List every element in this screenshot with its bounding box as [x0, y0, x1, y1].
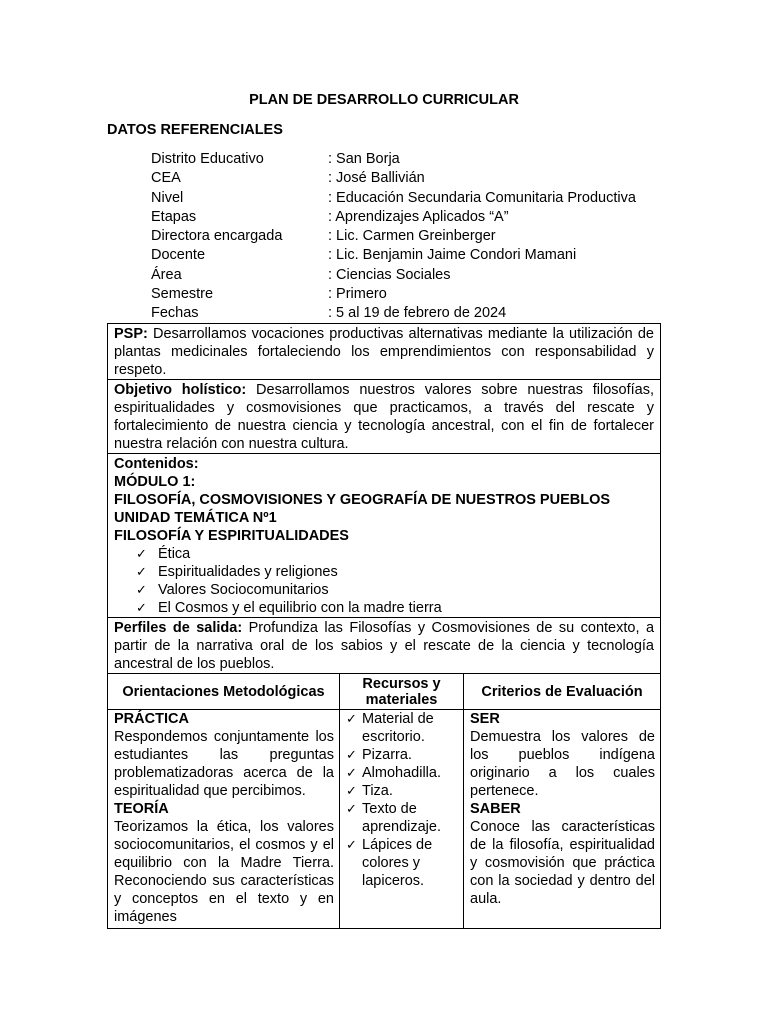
datos-label: Semestre — [151, 286, 214, 303]
datos-value: : José Ballivián — [328, 170, 425, 187]
ser-text: Demuestra los valores de los pueblos indígena originario a los cuales pertenece. — [470, 729, 655, 799]
header-criterios: Criterios de Evaluación — [464, 674, 660, 710]
datos-label: CEA — [151, 170, 181, 187]
check-icon: ✓ — [136, 564, 147, 579]
header-orientaciones: Orientaciones Metodológicas — [108, 674, 339, 710]
list-item — [136, 599, 654, 617]
check-icon: ✓ — [346, 837, 357, 852]
psp-label: PSP: — [114, 326, 148, 342]
perfiles-block — [108, 618, 660, 674]
teoria-label: TEORÍA — [114, 801, 169, 817]
datos-referenciales-table — [151, 150, 636, 324]
list-item-text: El Cosmos y el equilibrio con la madre tierra — [158, 600, 442, 616]
datos-value: : San Borja — [328, 151, 400, 167]
datos-referenciales-heading: DATOS REFERENCIALES — [107, 122, 283, 138]
check-icon: ✓ — [346, 747, 357, 762]
check-icon: ✓ — [346, 765, 357, 780]
check-icon: ✓ — [346, 711, 357, 726]
check-icon: ✓ — [346, 783, 357, 798]
check-icon: ✓ — [136, 546, 147, 561]
list-item — [136, 563, 654, 581]
perfiles-label: Perfiles de salida: — [114, 620, 243, 636]
datos-value: : Ciencias Sociales — [328, 266, 451, 283]
plan-table — [107, 323, 661, 929]
contenidos-block — [108, 454, 660, 618]
datos-row — [151, 227, 636, 246]
ser-label: SER — [470, 711, 500, 727]
methodology-grid — [108, 674, 660, 928]
objetivo-text: Desarrollamos nuestros valores sobre nuestras filosofías, espiritualidades y cosmovisiones que practicamos, a través del rescate y fortalecimiento de nuestra ciencia y tecnología ancestral, con el fin de fortalecer nuestra relación con nuestra cultura. — [114, 382, 654, 452]
list-item — [346, 764, 458, 782]
datos-row — [151, 169, 636, 188]
practica-label: PRÁCTICA — [114, 711, 189, 727]
unidad-label: UNIDAD TEMÁTICA Nº1 — [114, 510, 277, 526]
header-recursos: Recursos y materiales — [339, 674, 464, 710]
modulo-label: MÓDULO 1: — [114, 474, 196, 490]
teoria-text: Teorizamos la ética, los valores sociocomunitarios, el cosmos y el equilibrio con la Madre Tierra. Reconociendo sus características y conceptos en el texto y en imágenes — [114, 819, 334, 925]
list-item — [346, 782, 458, 800]
document-title: PLAN DE DESARROLLO CURRICULAR — [249, 92, 519, 108]
list-item — [136, 545, 654, 563]
saber-text: Conoce las características de la filosofía, espiritualidad y cosmovisión que práctica con la sociedad y dentro del aula. — [470, 819, 655, 907]
practica-text: Respondemos conjuntamente los estudiantes las preguntas problematizadoras acerca de la espiritualidad que percibimos. — [114, 729, 334, 799]
datos-row — [151, 150, 636, 169]
datos-row — [151, 246, 636, 265]
datos-row — [151, 304, 636, 323]
datos-value: : Aprendizajes Aplicados “A” — [328, 208, 509, 225]
datos-value: : Lic. Benjamin Jaime Condori Mamani — [328, 247, 577, 264]
list-item-text: Pizarra. — [362, 747, 412, 763]
criterios-cell — [464, 710, 660, 928]
list-item-text: Texto de aprendizaje. — [362, 801, 441, 835]
list-item-text: Lápices de colores y lapiceros. — [362, 837, 433, 889]
list-item-text: Espiritualidades y religiones — [158, 564, 338, 580]
datos-label: Etapas — [151, 208, 197, 225]
list-item — [346, 746, 458, 764]
psp-block — [108, 324, 660, 380]
datos-row — [151, 208, 636, 227]
unidad-title: FILOSOFÍA Y ESPIRITUALIDADES — [114, 528, 349, 544]
datos-label: Área — [151, 266, 182, 283]
datos-value: : 5 al 19 de febrero de 2024 — [328, 305, 507, 322]
list-item-text: Valores Sociocomunitarios — [158, 582, 329, 598]
datos-row — [151, 189, 636, 208]
psp-text: Desarrollamos vocaciones productivas alternativas mediante la utilización de plantas medicinales fortaleciendo los emprendimientos con responsabilidad y respeto. — [114, 326, 654, 378]
datos-label: Distrito Educativo — [151, 151, 264, 167]
recursos-cell — [339, 710, 464, 928]
contenidos-list — [114, 545, 654, 617]
datos-value: : Educación Secundaria Comunitaria Productiva — [328, 189, 636, 206]
objetivo-label: Objetivo holístico: — [114, 382, 247, 398]
list-item — [346, 800, 458, 836]
list-item-text: Almohadilla. — [362, 765, 441, 781]
list-item — [136, 581, 654, 599]
datos-value: : Lic. Carmen Greinberger — [328, 228, 496, 245]
list-item — [346, 710, 458, 746]
modulo-title: FILOSOFÍA, COSMOVISIONES Y GEOGRAFÍA DE NUESTROS PUEBLOS — [114, 492, 611, 508]
check-icon: ✓ — [346, 801, 357, 816]
check-icon: ✓ — [136, 582, 147, 597]
datos-value: : Primero — [328, 286, 387, 303]
list-item-text: Tiza. — [362, 783, 393, 799]
list-item — [346, 836, 458, 890]
recursos-list — [342, 710, 458, 890]
datos-row — [151, 285, 636, 304]
datos-label: Fechas — [151, 305, 199, 322]
list-item-text: Material de escritorio. — [362, 711, 434, 745]
check-icon: ✓ — [136, 600, 147, 615]
perfiles-text: Profundiza las Filosofías y Cosmovisiones de su contexto, a partir de la narrativa oral de los sabios y el rescate de la ciencia y tecnología ancestral de los pueblos. — [114, 620, 655, 672]
list-item-text: Ética — [158, 546, 191, 562]
datos-label: Directora encargada — [151, 228, 283, 245]
saber-label: SABER — [470, 801, 521, 817]
datos-label: Docente — [151, 247, 206, 264]
orientaciones-cell — [108, 710, 339, 928]
datos-row — [151, 266, 636, 285]
objetivo-block — [108, 380, 660, 454]
datos-label: Nivel — [151, 189, 184, 206]
contenidos-label: Contenidos: — [114, 456, 199, 472]
